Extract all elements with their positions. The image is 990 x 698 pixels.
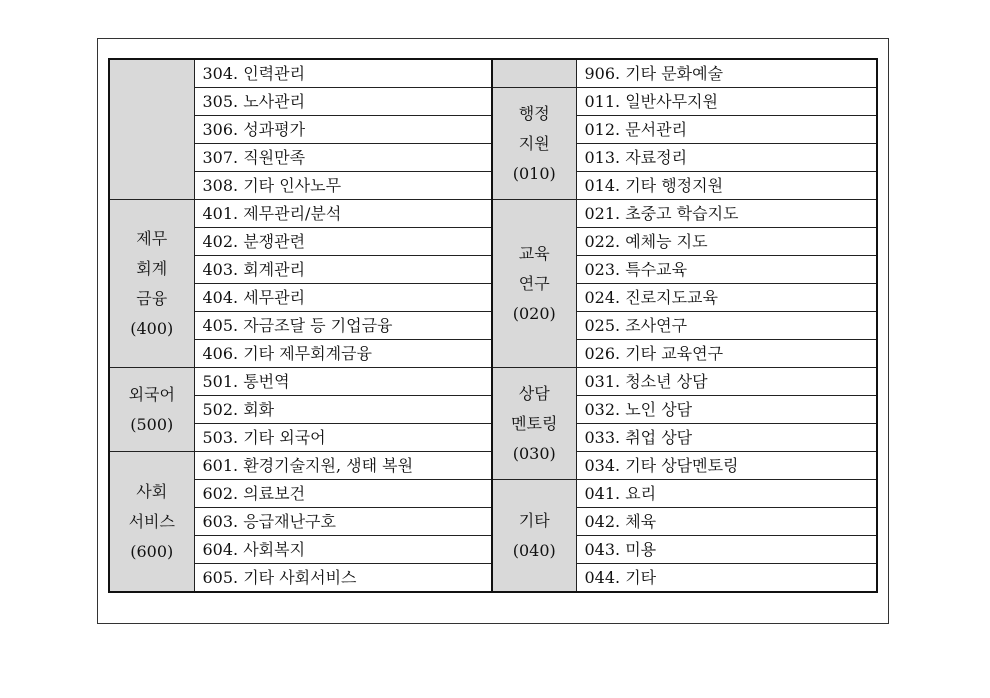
code-item: 604. 사회복지 xyxy=(194,536,492,564)
code-item: 041. 요리 xyxy=(576,480,877,508)
code-item: 014. 기타 행정지원 xyxy=(576,172,877,200)
code-item: 044. 기타 xyxy=(576,564,877,593)
left-category-social-service xyxy=(109,452,194,593)
category-label-line: 서비스 xyxy=(128,511,175,531)
code-item: 025. 조사연구 xyxy=(576,312,877,340)
code-item: 605. 기타 사회서비스 xyxy=(194,564,492,593)
code-item: 042. 체육 xyxy=(576,508,877,536)
left-category-finance xyxy=(109,200,194,368)
right-category-education xyxy=(492,200,576,368)
code-item: 032. 노인 상담 xyxy=(576,396,877,424)
category-label-line: 회계 xyxy=(136,258,168,278)
table-row xyxy=(109,480,877,508)
code-item: 307. 직원만족 xyxy=(194,144,492,172)
code-item: 503. 기타 외국어 xyxy=(194,424,492,452)
category-code-label: (500) xyxy=(130,414,174,434)
code-item: 031. 청소년 상담 xyxy=(576,368,877,396)
category-label-line: 기타 xyxy=(518,510,550,530)
category-label-line: 행정 xyxy=(518,103,550,123)
category-code-label: (010) xyxy=(512,163,556,183)
category-code-label: (040) xyxy=(512,540,556,560)
category-label-line: 지원 xyxy=(518,133,550,153)
category-code-table xyxy=(108,58,878,593)
code-item: 012. 문서관리 xyxy=(576,116,877,144)
left-category-language xyxy=(109,368,194,452)
code-item: 501. 통번역 xyxy=(194,368,492,396)
category-label-line: 금융 xyxy=(136,288,168,308)
code-item: 502. 회화 xyxy=(194,396,492,424)
code-item: 306. 성과평가 xyxy=(194,116,492,144)
code-item: 602. 의료보건 xyxy=(194,480,492,508)
table-row xyxy=(109,368,877,396)
code-item: 403. 회계관리 xyxy=(194,256,492,284)
category-label-line: 제무 xyxy=(136,228,168,248)
right-category-counseling xyxy=(492,368,576,480)
category-code-label: (020) xyxy=(512,303,556,323)
code-item: 034. 기타 상담멘토링 xyxy=(576,452,877,480)
code-item: 404. 세무관리 xyxy=(194,284,492,312)
code-item: 023. 특수교육 xyxy=(576,256,877,284)
code-item: 406. 기타 제무회계금융 xyxy=(194,340,492,368)
code-item: 043. 미용 xyxy=(576,536,877,564)
code-item: 024. 진로지도교육 xyxy=(576,284,877,312)
code-item: 906. 기타 문화예술 xyxy=(576,59,877,88)
category-label-line: 상담 xyxy=(518,383,550,403)
right-category-culture-continued xyxy=(492,59,576,88)
table-row xyxy=(109,59,877,88)
code-item: 033. 취업 상담 xyxy=(576,424,877,452)
code-item: 026. 기타 교육연구 xyxy=(576,340,877,368)
code-item: 308. 기타 인사노무 xyxy=(194,172,492,200)
right-category-admin xyxy=(492,88,576,200)
code-item: 402. 분쟁관련 xyxy=(194,228,492,256)
category-label-line: 외국어 xyxy=(128,384,175,404)
code-item: 022. 예체능 지도 xyxy=(576,228,877,256)
code-item: 405. 자금조달 등 기업금융 xyxy=(194,312,492,340)
code-item: 601. 환경기술지원, 생태 복원 xyxy=(194,452,492,480)
code-item: 011. 일반사무지원 xyxy=(576,88,877,116)
right-category-other xyxy=(492,480,576,593)
category-code-label: (030) xyxy=(512,443,556,463)
category-label-line: 연구 xyxy=(518,273,550,293)
category-code-label: (600) xyxy=(130,541,174,561)
code-item: 021. 초중고 학습지도 xyxy=(576,200,877,228)
code-item: 305. 노사관리 xyxy=(194,88,492,116)
category-code-label: (400) xyxy=(130,318,174,338)
category-label-line: 멘토링 xyxy=(511,413,558,433)
table-row xyxy=(109,88,877,116)
code-item: 013. 자료정리 xyxy=(576,144,877,172)
code-item: 603. 응급재난구호 xyxy=(194,508,492,536)
category-label-line: 교육 xyxy=(518,243,550,263)
code-item: 401. 제무관리/분석 xyxy=(194,200,492,228)
category-label-line: 사회 xyxy=(136,481,168,501)
table-row xyxy=(109,200,877,228)
left-category-hr-continued xyxy=(109,59,194,200)
code-item: 304. 인력관리 xyxy=(194,59,492,88)
